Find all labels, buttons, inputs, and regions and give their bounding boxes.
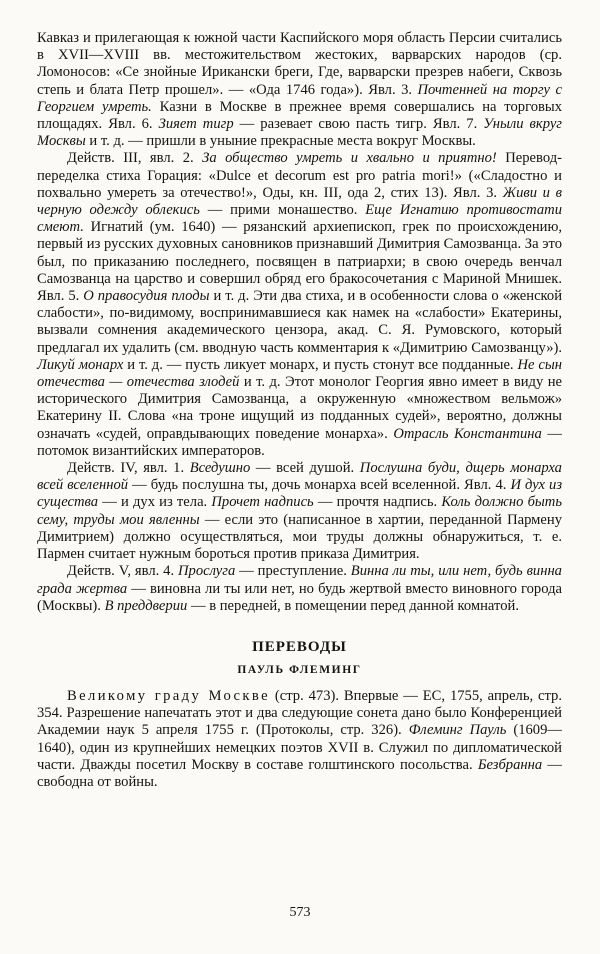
paragraph-act-5: Действ. V, явл. 4. Прослуга — преступление. Винна ли ты, или нет, будь винна града жертва — виновна ли ты или нет, но будь жертвой вместо виновного города (Москвы). В преддверии — в передней, в помещении перед данной комнатой.	[37, 563, 562, 614]
paragraph-act-4: Действ. IV, явл. 1. Вседушно — всей душой. Послушна буди, дщерь монарха всей вселенной — будь послушна ты, дочь монарха всей вселенной. Явл. 4. И дух из существа — и дух из тела. Прочет надпись — прочтя надпись. Коль должно быть сему, труды мои явленны — если это (написанное в хартии, переданной Пармену Димитрием) должно осуществляться, мои труды должны обнаружиться, т. е. Пармен считает нужным бороться против приказа Димитрия.	[37, 460, 563, 563]
paragraph-1: Кавказ и прилегающая к южной части Каспийского моря область Персии считались в XVII—XVIII вв. местожительством жестоких, варварских народов (ср. Ломоносов: «Се знойные Ирикански бреги, Где, варварски презрев набеги, Сквозь степь и блата Петр прошел». — «Ода 1746 года»). Явл. 3. Почтенней на торгу с Георгием умреть. Казни в Москве в прежнее время совершались на торговых площадях. Явл. 6. Зияет тигр — разевает свою пасть тигр. Явл. 7. Уныли вкруг Москвы и т. д. — пришли в уныние прекрасные места вокруг Москвы.	[37, 30, 562, 150]
paragraph-act-3: Действ. III, явл. 2. За общество умреть и хвально и приятно! Перевод-переделка стиха Горация: «Dulce et decorum est pro patria mori!» («Сладостно и похвально умереть за отечество!», Оды, кн. III, ода 2, стих 13). Явл. 3. Живи и в черную одежду облекись — прими монашество. Еще Игнатию противостати смеют. Игнатий (ум. 1640) — рязанский архиепископ, грек по происхождению, первый из русских духовных сановников признавший Димитрия Самозванца. За это был, по приказанию последнего, посвящен в патриархи; в свою очередь венчал Самозванца на царство и совершил обряд его бракосочетания с Мариной Мнишек. Явл. 5. О правосудия плоды и т. д. Эти два стиха, и в особенности слова о «женской слабости», по-видимому, воспринимавшиеся как намек на «слабости» Екатерины, вызвали сомнения академического цензора, акад. С. Я. Румовского, который предлагал их удалить (см. вводную часть комментария к «Димитрию Самозванцу»). Ликуй монарх и т. д. — пусть ликует монарх, и пусть стонут все подданные. Не сын отечества — отечества злодей и т. д. Этот монолог Георгия явно имеет в виду не исторического Димитрия Самозванца, а окруженную «множеством вельмож» Екатерину II. Слова «на троне ищущий из подданных судей», вероятно, должны означать «судей, оправдывающих поведение монарха». Отрасль Константина — потомок византийских императоров.	[37, 150, 563, 459]
page-number: 573	[289, 905, 311, 920]
paragraph-fleming: Великому граду Москве (стр. 473). Впервые — ЕС, 1755, апрель, стр. 354. Разрешение напечатать этот и два следующие сонета дано было Конференцией Академии наук 5 апреля 1755 г. (Протоколы, стр. 326). Флеминг Пауль (1609—1640), один из крупнейших немецких поэтов XVII в. Служил по дипломатической части. Дважды посетил Москву в составе голштинского посольства. Безбранна — свободна от войны.	[37, 687, 563, 790]
subsection-title: ПАУЛЬ ФЛЕМИНГ	[237, 663, 362, 676]
section-title: ПЕРЕВОДЫ	[252, 638, 347, 655]
